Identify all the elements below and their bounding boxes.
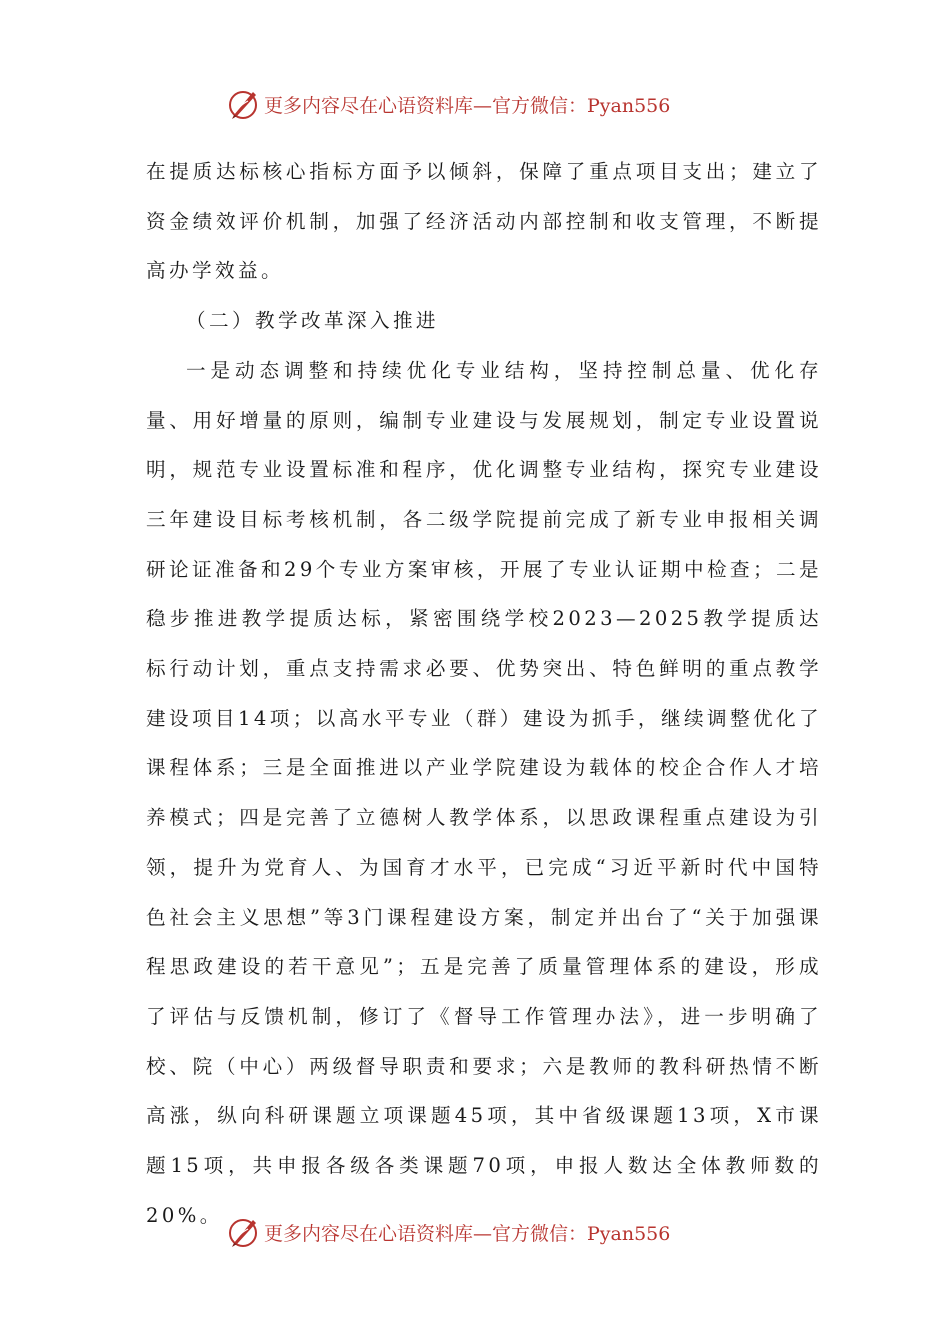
paragraph-teaching-reform: 一是动态调整和持续优化专业结构，坚持控制总量、优化存量、用好增量的原则，编制专业建设与发展规划，制定专业设置说明，规范专业设置标准和程序，优化调整专业结构，探究专业建设三年建设目标考核机制，各二级学院提前完成了新专业申报相关调研论证准备和29个专业方案审核，开展了专业认证期中检查；二是稳步推进教学提质达标，紧密围绕学校2023—2025教学提质达标行动计划，重点支持需求必要、优势突出、特色鲜明的重点教学建设项目14项；以高水平专业（群）建设为抓手，继续调整优化了课程体系；三是全面推进以产业学院建设为载体的校企合作人才培养模式；四是完善了立德树人教学体系，以思政课程重点建设为引领，提升为党育人、为国育才水平，已完成“习近平新时代中国特色社会主义思想”等3门课程建设方案，制定并出台了“关于加强课程思政建设的若干意见”；五是完善了质量管理体系的建设，形成了评估与反馈机制，修订了《督导工作管理办法》，进一步明确了校、院（中心）两级督导职责和要求；六是教师的教科研热情不断高涨，纵向科研课题立项课题45项，其中省级课题13项，X市课题15项，共申报各级各类课题70项，申报人数达全体教师数的20%。	[146, 358, 822, 1227]
footer-banner	[226, 1212, 670, 1252]
quill-logo-icon	[226, 87, 260, 121]
banner-text: 更多内容尽在心语资料库—官方微信：Pyan556	[264, 1222, 671, 1245]
header-banner	[226, 84, 670, 124]
document-body	[146, 147, 822, 1240]
section-heading: （二）教学改革深入推进	[186, 309, 439, 333]
banner-text: 更多内容尽在心语资料库—官方微信：Pyan556	[264, 94, 671, 117]
paragraph-continued: 在提质达标核心指标方面予以倾斜，保障了重点项目支出；建立了资金绩效评价机制，加强了经济活动内部控制和收支管理，不断提高办学效益。	[146, 160, 822, 283]
quill-logo-icon	[226, 1215, 260, 1249]
